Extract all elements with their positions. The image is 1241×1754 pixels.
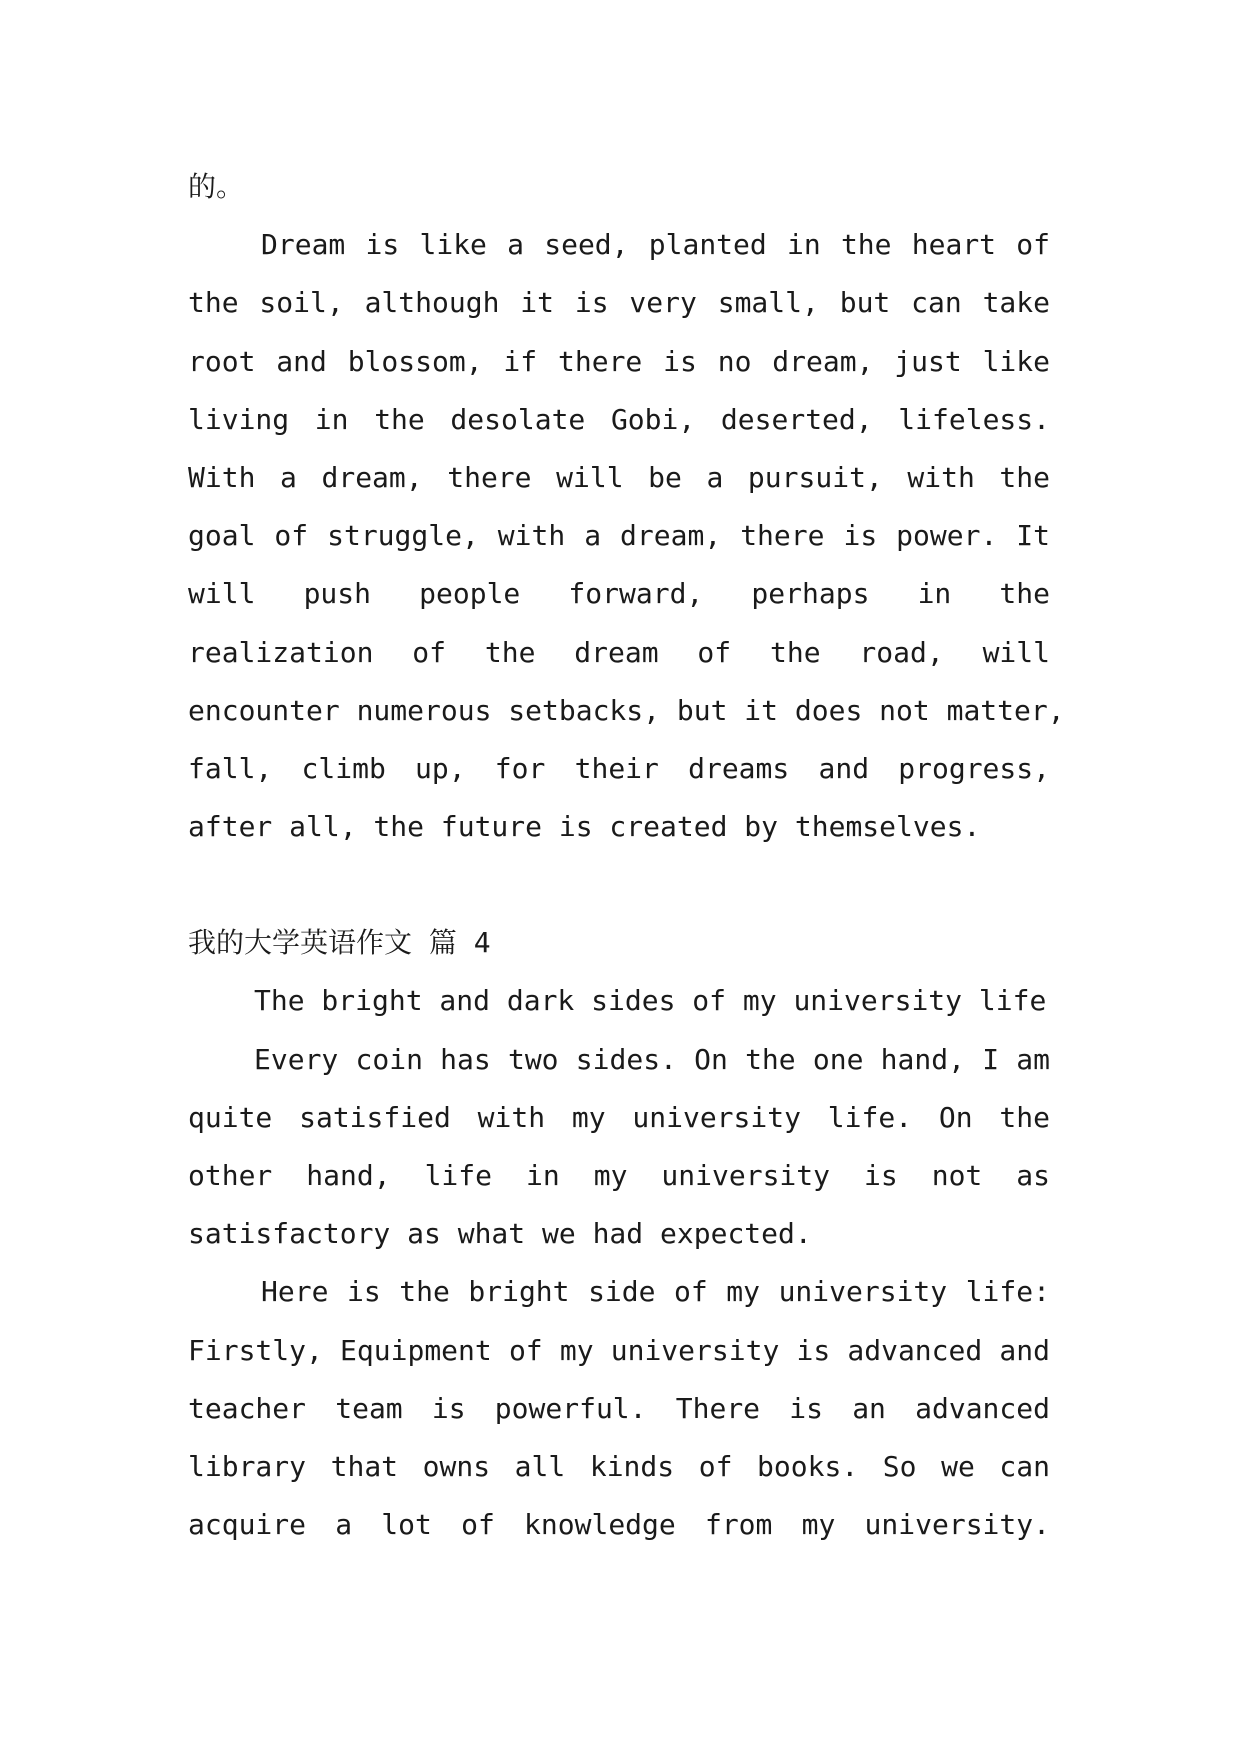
text-line: 的。 — [188, 170, 245, 203]
text-line: Dream is like a seed, planted in the heart of — [261, 228, 1050, 262]
text-line: quite satisfied with my university life. On the — [188, 1100, 1050, 1134]
text-line: root and blossom, if there is no dream, just like — [188, 344, 1050, 378]
text-line: other hand, life in my university is not as — [188, 1159, 1050, 1192]
section-heading: 我的大学英语作文 篇 4 — [188, 926, 491, 960]
text-line: the soil, although it is very small, but can take — [188, 286, 1050, 320]
text-line: will push people forward, perhaps in the — [188, 577, 1050, 611]
text-line: after all, the future is created by themselves. — [188, 810, 981, 844]
text-line: acquire a lot of knowledge from my university. — [188, 1508, 1050, 1542]
paragraph-gap — [188, 856, 1050, 914]
text-line: Firstly, Equipment of my university is advanced and — [188, 1333, 1050, 1367]
text-line: teacher team is powerful. There is an advanced — [188, 1391, 1050, 1425]
document-page — [188, 158, 1065, 1554]
text-line: fall, climb up, for their dreams and progress, — [188, 751, 1050, 785]
text-line: realization of the dream of the road, will — [188, 635, 1050, 669]
text-line: satisfactory as what we had expected. — [188, 1217, 812, 1251]
text-line: living in the desolate Gobi, deserted, lifeless. — [188, 402, 1050, 436]
text-line: Here is the bright side of my university life: — [261, 1275, 1050, 1309]
text-line: goal of struggle, with a dream, there is power. It — [188, 519, 1050, 553]
text-line: encounter numerous setbacks, but it does not matter, — [188, 693, 1065, 727]
text-line: Every coin has two sides. On the one hand, I am — [254, 1042, 1050, 1076]
text-line: The bright and dark sides of my university life — [254, 984, 1047, 1018]
text-line: With a dream, there will be a pursuit, with the — [188, 460, 1050, 494]
text-line: library that owns all kinds of books. So we can — [188, 1449, 1050, 1483]
